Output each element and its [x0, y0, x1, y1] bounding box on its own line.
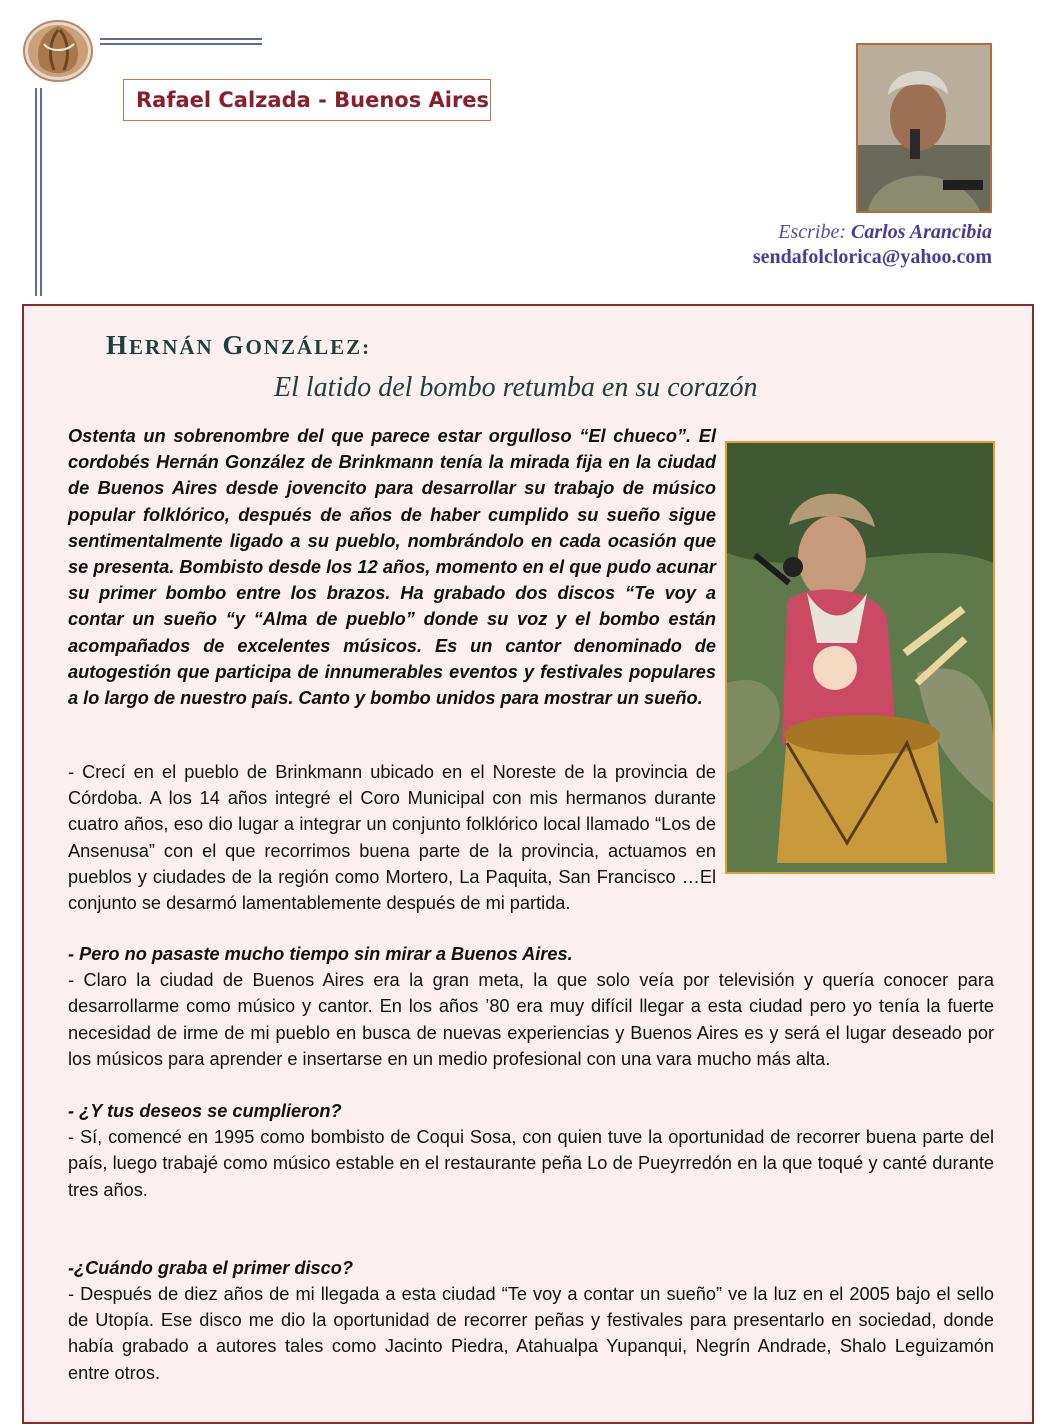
header-rule-vertical	[40, 88, 42, 296]
author-name: Carlos Arancibia	[851, 221, 992, 243]
author-email[interactable]: sendafolclorica@yahoo.com	[752, 246, 992, 268]
answer-paragraph: - Después de diez años de mi llegada a esta ciudad “Te voy a contar un sueño” ve la luz en el 2005 bajo el sello de Utopía. Ese disco me dio la oportunidad de recorrer peñas y festivales para presentarlo en sociedad, donde había grabado a autores tales como Jacinto Piedra, Atahualpa Yupanqui, Negrín Andrade, Shalo Leguizamón entre otros.	[68, 1284, 994, 1383]
question: - Pero no pasaste mucho tiempo sin mirar a Buenos Aires.	[68, 944, 573, 964]
article-headline: HERNÁN GONZÁLEZ:	[106, 330, 372, 360]
question: -¿Cuándo graba el primer disco?	[68, 1257, 353, 1278]
byline	[753, 220, 992, 270]
author-photo	[856, 43, 992, 213]
location-title: Rafael Calzada - Buenos Aires	[123, 79, 491, 121]
answer-paragraph: - Crecí en el pueblo de Brinkmann ubicado en el Noreste de la provincia de Córdoba. A los 14 años integré el Coro Municipal con mis hermanos durante cuatro años, eso dio lugar a integrar un conjunto folklórico local llamado “Los de Ansenusa” con el que recorrimos buena parte de la provincia, actuamos en pueblos y ciudades de la región como Mortero, La Paquita, San Francisco …El conjunto se desarmó lamentablemente después de mi partida.	[68, 762, 716, 914]
byline-label: Escribe:	[778, 221, 847, 243]
article-intro: Ostenta un sobrenombre del que parece estar orgulloso “El chueco”. El cordobés Hernán González de Brinkmann tenía la mirada fija en la ciudad de Buenos Aires desde jovencito para desarrollar su trabajo de músico popular folklórico, después de años de haber cumplido su sueño sigue sentimentalmente ligado a su pueblo, nombrándolo en cada ocasión que se presenta. Bombisto desde los 12 años, momento en el que pudo acunar su primer bombo entre los brazos. Ha grabado dos discos “Te voy a contar un sueño “y “Alma de pueblo” donde su voz y el bombo están acompañados de excelentes músicos. Es un cantor denominado de autogestión que participa de innumerables eventos y festivales populares a lo largo de nuestro país. Canto y bombo unidos para mostrar un sueño.	[68, 426, 716, 709]
article-subtitle: El latido del bombo retumba en su corazón	[274, 372, 758, 403]
header-rule	[100, 38, 262, 40]
question: - ¿Y tus deseos se cumplieron?	[68, 1101, 342, 1122]
answer-paragraph: - Claro la ciudad de Buenos Aires era la gran meta, la que solo veía por televisión y quería conocer para desarrollarme como músico y cantor. En los años ’80 era muy difícil llegar a esta ciudad pero yo tenía la fuerte necesidad de irme de mi pueblo en busca de nuevas experiencias y Buenos Aires es y será el lugar deseado por los músicos para aprender e insertarse en un medio profesional con una vara mucho más alta.	[68, 970, 994, 1069]
shell-logo-icon	[20, 18, 96, 84]
article-panel	[22, 304, 1034, 1424]
answer-paragraph: - Sí, comencé en 1995 como bombisto de Coqui Sosa, con quien tuve la oportunidad de recorrer buena parte del país, luego trabajé como músico estable en el restaurante peña Lo de Pueyrredón en la que toqué y canté durante tres años.	[68, 1127, 994, 1200]
singer-photo	[725, 441, 995, 874]
header-rule-vertical	[35, 88, 37, 296]
interview-qa	[68, 941, 994, 1386]
header-rule	[100, 43, 262, 45]
